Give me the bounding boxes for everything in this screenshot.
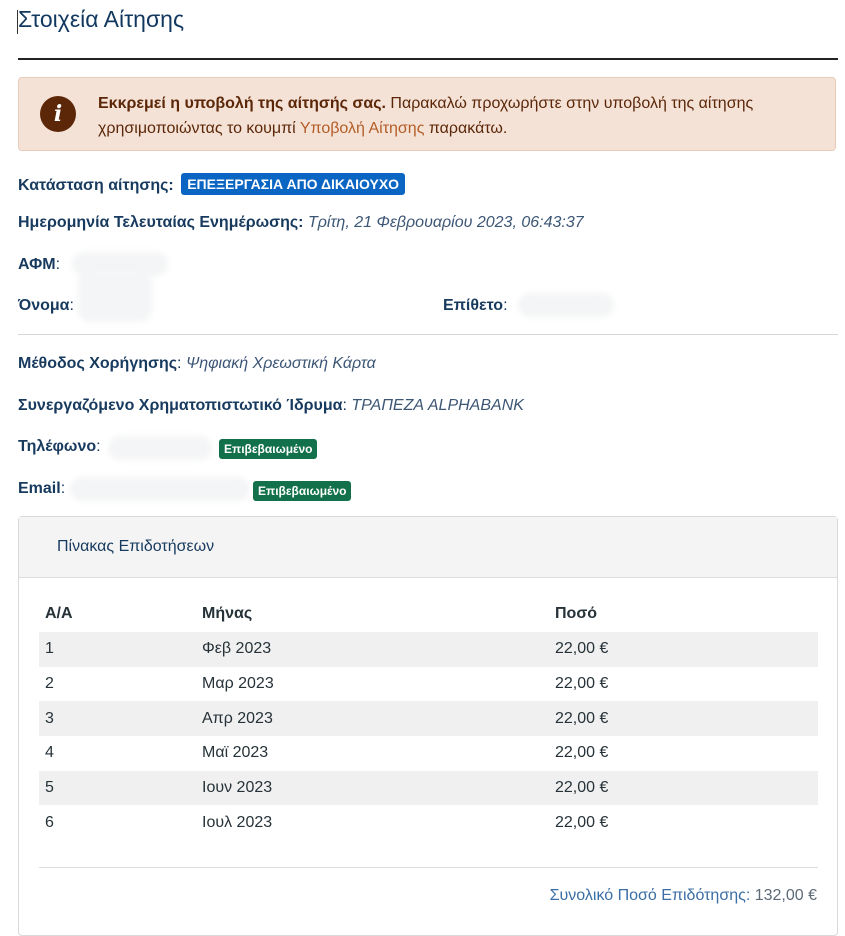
table-row bbox=[39, 805, 818, 840]
row-number: 2 bbox=[45, 675, 54, 693]
row-amount: 22,00 € bbox=[555, 813, 609, 831]
row-month: Μαρ 2023 bbox=[202, 675, 274, 693]
status-badge: ΕΠΕΞΕΡΓΑΣΙΑ ΑΠΟ ΔΙΚΑΙΟΥΧΟ bbox=[181, 173, 405, 195]
row-number: 4 bbox=[45, 744, 54, 762]
table-row bbox=[39, 632, 818, 667]
afm-label: ΑΦΜ bbox=[18, 256, 56, 273]
first-name-label: Όνομα bbox=[18, 297, 70, 314]
row-amount: 22,00 € bbox=[555, 744, 609, 762]
section-divider bbox=[18, 334, 838, 335]
bank-value: ΤΡΑΠΕΖΑ ALPHABANK bbox=[351, 397, 524, 414]
row-month: Ιουν 2023 bbox=[196, 771, 549, 806]
redacted-phone bbox=[108, 436, 212, 460]
redacted-first-name bbox=[78, 270, 152, 322]
alert-text-after: παρακάτω. bbox=[424, 120, 508, 137]
row-number: 5 bbox=[39, 771, 196, 806]
total-label: Συνολικό Ποσό Επιδότησης: bbox=[549, 887, 751, 904]
row-month: Απρ 2023 bbox=[196, 701, 549, 736]
title-divider bbox=[18, 58, 838, 60]
row-month: Ιουλ 2023 bbox=[202, 813, 273, 831]
redacted-surname bbox=[518, 293, 614, 317]
alert-text-before: Παρακαλώ προχωρήστε στην υποβολή της αίτησης χρησιμοποιώντας το κουμπί bbox=[98, 95, 754, 137]
table-row bbox=[39, 701, 818, 736]
last-update-row bbox=[18, 214, 584, 232]
grants-card bbox=[18, 516, 838, 936]
surname-row: Επίθετο: bbox=[443, 297, 508, 314]
grants-total bbox=[550, 887, 817, 905]
phone-label: Τηλέφωνο bbox=[18, 438, 97, 455]
row-amount: 22,00 € bbox=[549, 701, 818, 736]
last-update-value: Τρίτη, 21 Φεβρουαρίου 2023, 06:43:37 bbox=[307, 214, 584, 231]
surname-label: Επίθετο bbox=[443, 297, 504, 314]
table-row bbox=[39, 736, 818, 771]
row-number: 1 bbox=[39, 632, 196, 667]
last-update-label: Ημερομηνία Τελευταίας Ενημέρωσης: bbox=[18, 214, 304, 231]
table-row bbox=[39, 667, 818, 702]
grants-table bbox=[39, 595, 818, 840]
alert-message bbox=[98, 91, 798, 141]
alert-bold-text: Εκκρεμεί η υποβολή της αίτησής σας. bbox=[98, 95, 386, 112]
method-row: Μέθοδος Χορήγησης: Ψηφιακή Χρεωστική Κάρτα bbox=[18, 355, 376, 372]
row-month: Φεβ 2023 bbox=[196, 632, 549, 667]
method-label: Μέθοδος Χορήγησης bbox=[18, 355, 178, 372]
col-header-aa: Α/Α bbox=[45, 604, 73, 622]
afm-row: ΑΦΜ: bbox=[18, 256, 61, 273]
status-row bbox=[18, 173, 405, 195]
grants-card-title: Πίνακας Επιδοτήσεων bbox=[57, 538, 215, 555]
submit-application-link[interactable]: Υποβολή Αίτησης bbox=[299, 120, 425, 137]
phone-row: Τηλέφωνο: bbox=[18, 438, 101, 455]
total-value: 132,00 € bbox=[754, 887, 817, 904]
row-number: 3 bbox=[39, 701, 196, 736]
page-title: Στοιχεία Αίτησης bbox=[18, 6, 185, 32]
row-number: 6 bbox=[45, 813, 54, 831]
email-row: Email: bbox=[18, 480, 66, 497]
redacted-email bbox=[70, 477, 250, 501]
table-row bbox=[39, 771, 818, 806]
row-amount: 22,00 € bbox=[555, 675, 609, 693]
table-header-row bbox=[39, 595, 818, 632]
first-name-row: Όνομα: bbox=[18, 297, 74, 314]
status-label: Κατάσταση αίτησης: bbox=[18, 177, 174, 194]
phone-verified-badge: Επιβεβαιωμένο bbox=[219, 439, 317, 459]
bank-row: Συνεργαζόμενο Χρηματοπιστωτικό Ίδρυμα: ΤΡΑΠΕΖΑ ALPHABANK bbox=[18, 397, 524, 414]
email-label: Email bbox=[18, 480, 61, 497]
col-header-amount: Ποσό bbox=[555, 604, 598, 622]
col-header-month: Μήνας bbox=[202, 604, 253, 622]
row-amount: 22,00 € bbox=[549, 771, 818, 806]
row-month: Μαϊ 2023 bbox=[202, 744, 269, 762]
bank-label: Συνεργαζόμενο Χρηματοπιστωτικό Ίδρυμα bbox=[18, 397, 343, 414]
row-amount: 22,00 € bbox=[549, 632, 818, 667]
grants-card-header bbox=[19, 517, 837, 578]
table-footer-divider bbox=[39, 867, 818, 868]
pending-submission-alert bbox=[18, 77, 836, 151]
email-verified-badge: Επιβεβαιωμένο bbox=[253, 481, 351, 501]
info-icon: i bbox=[40, 96, 76, 132]
method-value: Ψηφιακή Χρεωστική Κάρτα bbox=[185, 355, 376, 372]
